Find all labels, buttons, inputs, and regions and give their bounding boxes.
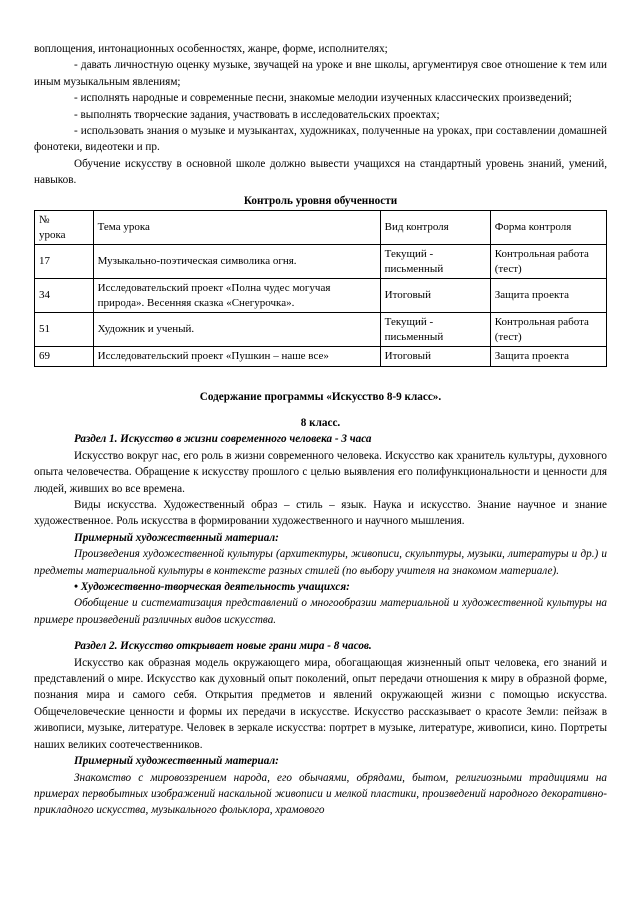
table-row xyxy=(35,313,607,347)
cell-number: 34 xyxy=(35,279,94,313)
cell-topic: Исследовательский проект «Полна чудес могучая природа». Весенняя сказка «Снегурочка». xyxy=(93,279,380,313)
section-2-material-label: Примерный художественный материал: xyxy=(74,755,279,768)
section-2-paragraph: Искусство как образная модель окружающего мира, обогащающая жизненный опыт человека, его знаний и представлений о мире. Искусство как духовный опыт поколений, опыт передачи отношения к миру в образной форме, познания мира и самого себя. Открытия предметов и явлений окружающей жизни с помощью искусства. Общечеловеческие ценности и формы их передачи в искусстве. Искусство рассказывает о красоте Земли: пейзаж в живописи, музыке, литературе. Человек в зеркале искусства: портрет в музыке, литературе, живописи, кино. Портреты наших великих соотечественников. xyxy=(34,656,607,751)
table-row xyxy=(35,245,607,279)
grade-heading: 8 класс. xyxy=(300,416,341,429)
header-num-word: урока xyxy=(39,228,66,241)
header-control-form: Форма контроля xyxy=(490,211,606,245)
table-row xyxy=(35,279,607,313)
cell-number: 17 xyxy=(35,245,94,279)
intro-bullet: - давать личностную оценку музыке, звучащей на уроке и вне школы, аргументируя свое отношение к тем или иным музыкальным явлениям; xyxy=(34,59,607,88)
document-content xyxy=(34,41,607,819)
header-topic: Тема урока xyxy=(93,211,380,245)
cell-type: Итоговый xyxy=(380,279,490,313)
cell-topic: Музыкально-поэтическая символика огня. xyxy=(93,245,380,279)
cell-number: 51 xyxy=(35,313,94,347)
program-title: Содержание программы «Искусство 8-9 класс». xyxy=(199,390,442,403)
header-lesson-number xyxy=(35,211,94,245)
section-2-material-text: Знакомство с мировоззрением народа, его обычаями, обрядами, бытом, религиозными традициями на примерах первобытных изображений наскальной живописи и мелкой пластики, произведений народного декоративно-прикладного искусства, музыкального фольклора, храмового xyxy=(34,771,607,817)
control-table-header-row xyxy=(35,211,607,245)
cell-form: Защита проекта xyxy=(490,347,606,367)
section-2-title: Раздел 2. Искусство открывает новые грани мира - 8 часов. xyxy=(74,640,372,653)
control-table-title: Контроль уровня обученности xyxy=(243,194,398,207)
section-1-activity-label: • Художественно-творческая деятельность учащихся: xyxy=(74,581,350,594)
table-row xyxy=(35,347,607,367)
intro-bullet: - исполнять народные и современные песни, знакомые мелодии изученных классических произведений; xyxy=(74,92,572,105)
cell-type: Текущий - письменный xyxy=(380,245,490,279)
header-num-symbol: № xyxy=(39,214,50,227)
section-1-material-text: Произведения художественной культуры (архитектуры, живописи, скульптуры, музыки, литературы и др.) и предметы материальной культуры в контексте разных стилей (по выбору учителя на знакомом материале). xyxy=(34,548,607,577)
intro-closing: Обучение искусству в основной школе должно вывести учащихся на стандартный уровень знаний, умений, навыков. xyxy=(34,157,607,187)
cell-number: 69 xyxy=(35,347,94,367)
cell-form: Контрольная работа (тест) xyxy=(490,313,606,347)
section-1-activity-text: Обобщение и систематизация представлений о многообразии материальной и художественной культуры на примере произведений различных видов искусства. xyxy=(34,597,607,626)
cell-form: Защита проекта xyxy=(490,279,606,313)
header-control-type: Вид контроля xyxy=(380,211,490,245)
section-1-material-label: Примерный художественный материал: xyxy=(74,531,279,544)
intro-line: воплощения, интонационных особенностях, жанре, форме, исполнителях; xyxy=(34,43,388,55)
section-1-title: Раздел 1. Искусство в жизни современного человека - 3 часа xyxy=(74,433,372,446)
cell-form: Контрольная работа (тест) xyxy=(490,245,606,279)
section-1-paragraph: Искусство вокруг нас, его роль в жизни современного человека. Искусство как хранитель культуры, духовного опыта человечества. Обращение к искусству прошлого с целью выявления его полифункциональности и ценности для людей, живших во все времена. xyxy=(34,449,607,495)
control-table xyxy=(34,210,607,367)
cell-topic: Художник и ученый. xyxy=(93,313,380,347)
intro-bullet: - выполнять творческие задания, участвовать в исследовательских проектах; xyxy=(74,108,440,121)
section-1-paragraph: Виды искусства. Художественный образ – стиль – язык. Наука и искусство. Знание научное и знание художественное. Роль искусства в формировании художественного и научного мышления. xyxy=(34,499,607,528)
intro-bullet: - использовать знания о музыке и музыкантах, художниках, полученные на уроках, при составлении домашней фонотеки, видеотеки и пр. xyxy=(34,125,607,154)
cell-topic: Исследовательский проект «Пушкин – наше все» xyxy=(93,347,380,367)
cell-type: Итоговый xyxy=(380,347,490,367)
cell-type: Текущий - письменный xyxy=(380,313,490,347)
